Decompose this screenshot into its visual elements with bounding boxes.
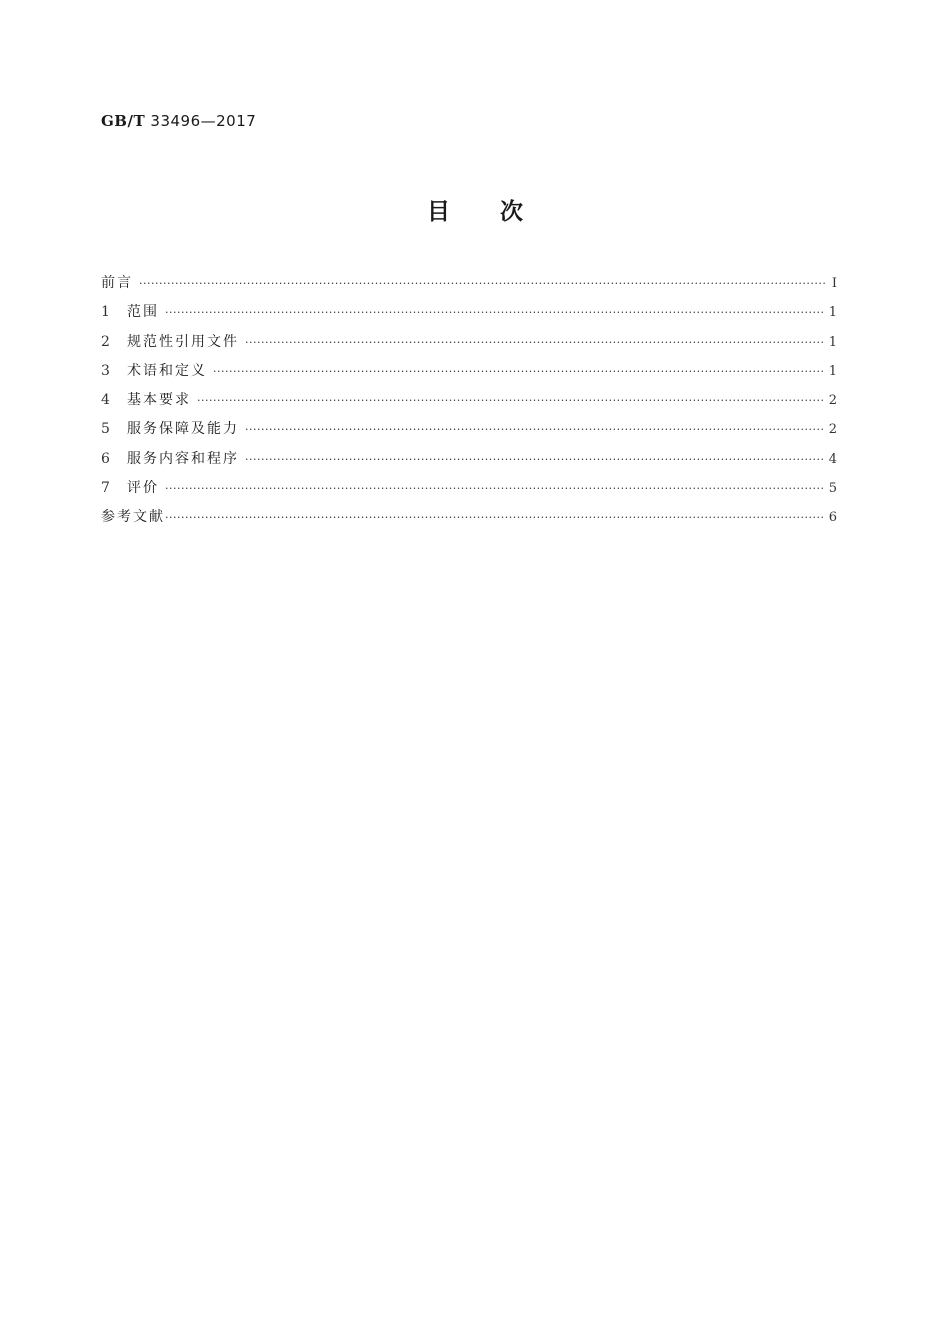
toc-entry-foreword[interactable]	[101, 272, 837, 301]
toc-leader-dots	[245, 423, 825, 436]
toc-entry-5[interactable]	[101, 418, 837, 447]
toc-entry-label: 服务内容和程序	[127, 450, 239, 467]
toc-entry-page: 1	[828, 363, 837, 379]
toc-entry-page: 2	[828, 422, 837, 438]
toc-leader-dots	[213, 365, 825, 378]
toc-leader-dots	[165, 511, 825, 524]
toc-entry-4[interactable]	[101, 389, 837, 418]
toc-entry-page: Ⅰ	[831, 276, 837, 291]
toc-entry-7[interactable]	[101, 477, 837, 506]
toc-entry-label: 范围	[127, 304, 159, 321]
toc-entry-number: 7	[101, 480, 110, 497]
toc-entry-3[interactable]	[101, 360, 837, 389]
toc-entry-label: 评价	[127, 480, 159, 497]
toc-leader-dots	[197, 394, 825, 407]
toc-entry-number: 1	[101, 304, 110, 321]
toc-entry-label: 基本要求	[127, 392, 191, 409]
toc-entry-1[interactable]	[101, 301, 837, 330]
toc-entry-page: 1	[828, 334, 837, 350]
toc-entry-page: 4	[828, 451, 837, 467]
toc-entry-number: 6	[101, 450, 110, 467]
toc-entry-label: 前言	[101, 275, 133, 291]
toc-entry-number: 2	[101, 333, 110, 350]
toc-leader-dots	[165, 482, 825, 495]
toc-leader-dots	[245, 336, 825, 349]
toc-entry-number: 5	[101, 421, 110, 438]
toc-entry-label: 服务保障及能力	[127, 421, 239, 438]
toc-entry-page: 1	[828, 305, 837, 321]
toc-entry-page: 2	[828, 393, 837, 409]
standard-number: 33496—2017	[150, 112, 257, 130]
toc-entry-label: 参考文献	[101, 509, 165, 526]
toc-entry-number: 4	[101, 392, 110, 409]
table-of-contents	[101, 272, 837, 536]
toc-entry-2[interactable]	[101, 331, 837, 360]
standard-code	[101, 112, 256, 130]
toc-entry-bibliography[interactable]	[101, 506, 837, 535]
toc-entry-page: 5	[828, 481, 837, 497]
page-title	[0, 193, 950, 226]
title-char-1: 目	[427, 199, 450, 225]
toc-leader-dots	[165, 306, 825, 319]
toc-entry-6[interactable]	[101, 448, 837, 477]
standard-prefix: GB/T	[101, 112, 146, 130]
toc-leader-dots	[245, 453, 825, 466]
toc-entry-page: 6	[828, 510, 837, 526]
toc-entry-label: 规范性引用文件	[127, 333, 239, 350]
title-char-2: 次	[500, 199, 523, 225]
toc-entry-number: 3	[101, 362, 110, 379]
toc-entry-label: 术语和定义	[127, 362, 207, 379]
toc-leader-dots	[139, 277, 825, 290]
